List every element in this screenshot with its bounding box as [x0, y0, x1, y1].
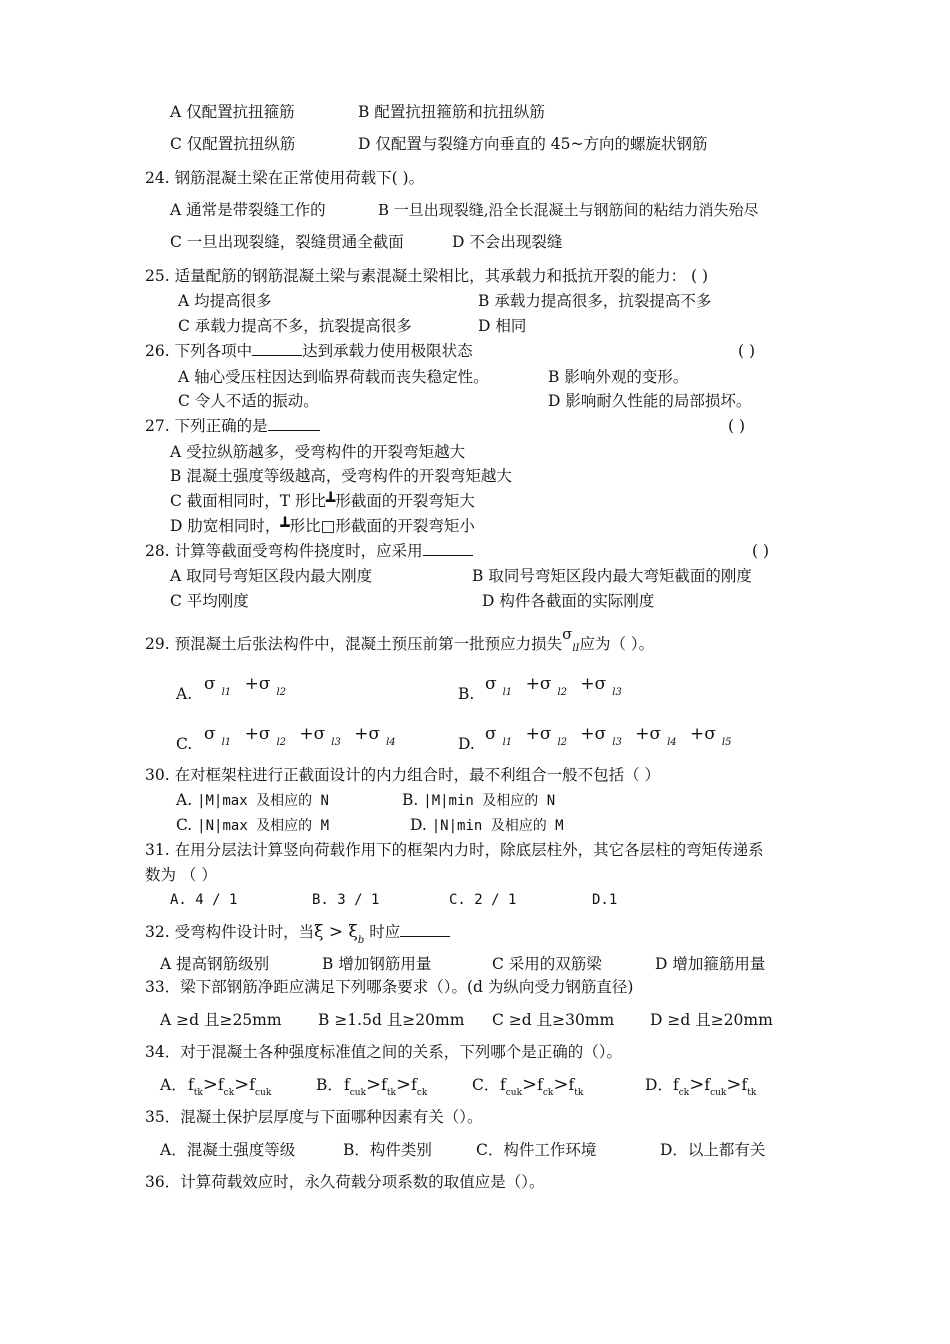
q26-option-c: C 令人不适的振动。 [178, 392, 319, 410]
strength-subscript: ck [678, 1088, 690, 1098]
q29-option-a-label: A. [176, 685, 193, 703]
sigma-subscript: l2 [557, 687, 567, 698]
q29-option-d-label: D. [458, 735, 475, 753]
strength-subscript: cuk [710, 1088, 727, 1098]
q25-option-b: B 承载力提高很多，抗裂提高不多 [478, 292, 712, 310]
q33-option-a: A ≥d 且≥25mm [160, 1011, 282, 1029]
sigma-subscript: l3 [612, 687, 622, 698]
q29-option-c-label: C. [176, 735, 193, 753]
q33-option-c: C ≥d 且≥30mm [492, 1011, 615, 1029]
q23-option-a: A 仅配置抗扭箍筋 [170, 103, 295, 121]
sigma-symbol: σ [594, 674, 607, 694]
strength-subscript: tk [574, 1088, 584, 1098]
strength-subscript: tk [747, 1088, 757, 1098]
answer-blank [252, 341, 302, 356]
q30-option-b-label: B. [402, 791, 419, 809]
plus-sign: + [629, 724, 650, 744]
plus-sign: + [294, 724, 314, 744]
q32-option-b: B 增加钢筋用量 [322, 955, 432, 973]
sigma-symbol: σ [258, 724, 271, 744]
q27-option-c: C 截面相同时，T 形比┻形截面的开裂弯矩大 [170, 492, 475, 510]
q35-option-b: B．构件类别 [343, 1141, 432, 1159]
sigma-subscript: l3 [331, 737, 341, 748]
q26-stem-part1: 26. 下列各项中 [145, 342, 253, 360]
sigma-symbol: σ [594, 724, 607, 744]
sigma-subscript: l1 [502, 687, 513, 698]
greater-than-sign: > [689, 1074, 705, 1095]
q30-option-d-text: |N|min 及相应的 M [431, 818, 564, 834]
strength-symbol: f [188, 1076, 194, 1094]
q28-option-a: A 取同号弯矩区段内最大刚度 [170, 567, 373, 585]
q30-option-b [402, 790, 555, 811]
q27-option-d: D 肋宽相同时，┻形比□形截面的开裂弯矩小 [170, 517, 475, 535]
strength-symbol: f [741, 1076, 748, 1094]
q29-option-c-expr [204, 724, 404, 747]
q26-option-b: B 影响外观的变形。 [548, 368, 689, 386]
q29-stem-part2: 应为（ ）。 [579, 635, 655, 653]
sigma-subscript: l2 [276, 687, 286, 698]
strength-subscript: cuk [349, 1088, 367, 1098]
q34-option-c-label: C． [472, 1076, 500, 1094]
q30-option-b-text: |M|min 及相应的 N [423, 793, 556, 809]
q33-option-b: B ≥1.5d 且≥20mm [318, 1011, 465, 1029]
q32-option-a: A 提高钢筋级别 [160, 955, 270, 973]
q35-option-c: C．构件工作环境 [476, 1141, 597, 1159]
sigma-symbol: σ [485, 674, 497, 694]
q29-stem-part1: 29. 预混凝土后张法构件中，混凝土预压前第一批预应力损失 [145, 635, 563, 653]
xi-subscript: b [357, 935, 365, 946]
q31-option-d: D.1 [592, 892, 618, 908]
q24-option-d: D 不会出现裂缝 [452, 233, 563, 251]
q30-option-c-label: C. [176, 816, 193, 834]
sigma-subscript: l2 [276, 737, 286, 748]
q30-option-c-text: |N|max 及相应的 M [197, 818, 330, 834]
q34-stem: 34．对于混凝土各种强度标准值之间的关系，下列哪个是正确的（）。 [145, 1043, 622, 1061]
strength-subscript: cuk [505, 1088, 523, 1098]
sigma-symbol: σ [485, 724, 497, 744]
q29-stem [145, 625, 655, 657]
q31-option-a: A. 4 / 1 [170, 892, 238, 908]
q26-stem [145, 341, 473, 361]
strength-symbol: f [217, 1076, 224, 1094]
q26-option-a: A 轴心受压柱因达到临界荷载而丧失稳定性。 [178, 368, 489, 386]
q23-option-c: C 仅配置抗扭纵筋 [170, 135, 296, 153]
q27-option-b: B 混凝土强度等级越高，受弯构件的开裂弯矩越大 [170, 467, 512, 485]
q32-stem-part1: 32. 受弯构件设计时，当 [145, 923, 315, 941]
strength-subscript: cuk [255, 1088, 272, 1098]
strength-subscript: tk [386, 1088, 396, 1098]
q26-stem-part2: 达到承载力使用极限状态 [302, 342, 473, 360]
greater-than-sign: > [202, 1074, 218, 1095]
q30-option-c [176, 815, 329, 836]
q26-answer-paren: ( ) [738, 342, 756, 360]
sigma-subscript: l1 [502, 737, 513, 748]
q24-stem: 24. 钢筋混凝土梁在正常使用荷载下( )。 [145, 169, 425, 187]
q32-option-c: C 采用的双筋梁 [492, 955, 602, 973]
sigma-subscript: l5 [721, 737, 732, 748]
strength-symbol: f [673, 1076, 679, 1094]
sigma-symbol: σ [313, 724, 326, 744]
sigma-subscript: l1 [221, 687, 232, 698]
strength-subscript: ck [542, 1088, 554, 1098]
plus-sign: + [520, 674, 540, 694]
q31-stem-line2: 数为 （ ） [145, 866, 217, 884]
q27-stem-text: 27. 下列正确的是 [145, 417, 268, 435]
q30-stem: 30. 在对框架柱进行正截面设计的内力组合时，最不利组合一般不包括（ ） [145, 766, 661, 784]
strength-subscript: ck [416, 1088, 428, 1098]
q30-option-d-label: D. [410, 816, 427, 834]
strength-subscript: tk [193, 1088, 203, 1098]
q34-option-d-label: D． [645, 1076, 673, 1094]
q26-option-d: D 影响耐久性能的局部损坏。 [548, 392, 752, 410]
q31-stem-line1: 31. 在用分层法计算竖向荷载作用下的框架内力时，除底层柱外，其它各层柱的弯矩传递系 [145, 841, 764, 859]
q32-stem-part2: 时应 [364, 923, 401, 941]
sigma-symbol: σ [368, 724, 381, 744]
sigma-subscript: l4 [386, 737, 396, 748]
q28-option-b: B 取同号弯矩区段内最大弯矩截面的刚度 [472, 567, 752, 585]
q25-option-a: A 均提高很多 [178, 292, 272, 310]
q28-stem-text: 28. 计算等截面受弯构件挠度时，应采用 [145, 542, 423, 560]
strength-symbol: f [381, 1076, 387, 1094]
sigma-symbol: σ [649, 724, 662, 744]
q30-option-a-label: A. [176, 791, 193, 809]
strength-symbol: f [411, 1076, 417, 1094]
q30-option-d [410, 815, 564, 836]
q27-stem [145, 416, 320, 436]
sigma-subscript: lI [572, 643, 580, 654]
sigma-subscript: l1 [221, 737, 232, 748]
q27-option-a: A 受拉纵筋越多，受弯构件的开裂弯矩越大 [170, 443, 466, 461]
plus-sign: + [348, 724, 369, 744]
strength-symbol: f [249, 1076, 256, 1094]
q30-option-a [176, 790, 329, 811]
q35-option-d: D．以上都有关 [660, 1141, 766, 1159]
sigma-symbol: σ [704, 724, 716, 744]
q32-option-d: D 增加箍筋用量 [655, 955, 766, 973]
q25-stem: 25. 适量配筋的钢筋混凝土梁与素混凝土梁相比，其承载力和抵抗开裂的能力： ( ) [145, 267, 709, 285]
q28-answer-paren: ( ) [752, 542, 770, 560]
q23-option-d: D 仅配置与裂缝方向垂直的 45~方向的螺旋状钢筋 [358, 135, 708, 153]
q23-option-b: B 配置抗扭箍筋和抗扭纵筋 [358, 103, 545, 121]
q34-option-d-expr [673, 1075, 756, 1098]
plus-sign: + [684, 724, 705, 744]
greater-than-sign: > [553, 1074, 569, 1095]
answer-blank [423, 541, 473, 556]
plus-sign: + [239, 674, 259, 694]
greater-than-sign: > [522, 1074, 538, 1095]
q36-stem: 36．计算荷载效应时，永久荷载分项系数的取值应是（）。 [145, 1173, 545, 1191]
strength-symbol: f [704, 1076, 711, 1094]
q33-stem: 33．梁下部钢筋净距应满足下列哪条要求（）。(d 为纵向受力钢筋直径) [145, 978, 634, 996]
sigma-symbol: σ [204, 724, 216, 744]
q34-option-a-label: A． [160, 1076, 187, 1094]
sigma-subscript: l4 [667, 737, 677, 748]
q28-stem [145, 541, 473, 561]
greater-than-sign: > [726, 1074, 742, 1095]
q24-option-b: B 一旦出现裂缝,沿全长混凝土与钢筋间的粘结力消失殆尽 [378, 201, 759, 219]
sigma-symbol: σ [204, 674, 216, 694]
plus-sign: + [520, 724, 540, 744]
q31-option-c: C. 2 / 1 [449, 892, 517, 908]
answer-blank [268, 416, 320, 431]
q28-option-c: C 平均刚度 [170, 592, 249, 610]
q34-option-c-expr [500, 1075, 583, 1098]
greater-than-sign: > [366, 1074, 382, 1095]
sigma-symbol: σ [258, 674, 271, 694]
sigma-subscript: l3 [612, 737, 622, 748]
sigma-symbol: σ [562, 625, 573, 643]
q34-option-a-expr [188, 1075, 271, 1098]
q24-option-a: A 通常是带裂缝工作的 [170, 201, 326, 219]
q33-option-d: D ≥d 且≥20mm [650, 1011, 773, 1029]
q24-option-c: C 一旦出现裂缝，裂缝贯通全截面 [170, 233, 404, 251]
strength-symbol: f [344, 1076, 350, 1094]
xi-comparison: ξ > ξ [314, 922, 358, 942]
strength-subscript: ck [223, 1088, 235, 1098]
answer-blank [400, 922, 450, 937]
q31-option-b: B. 3 / 1 [312, 892, 380, 908]
q29-option-b-expr [485, 674, 630, 697]
greater-than-sign: > [395, 1074, 412, 1095]
q29-option-d-expr [485, 724, 739, 747]
q32-stem [145, 922, 450, 945]
q34-option-b-label: B． [316, 1076, 343, 1094]
q30-option-a-text: |M|max 及相应的 N [197, 793, 329, 809]
q34-option-b-expr [344, 1075, 427, 1098]
sigma-subscript: l2 [557, 737, 567, 748]
q35-option-a: A．混凝土强度等级 [160, 1141, 296, 1159]
strength-symbol: f [568, 1076, 575, 1094]
q28-option-d: D 构件各截面的实际刚度 [482, 592, 655, 610]
plus-sign: + [239, 724, 259, 744]
q29-option-b-label: B. [458, 685, 475, 703]
q35-stem: 35．混凝土保护层厚度与下面哪种因素有关（）。 [145, 1108, 483, 1126]
strength-symbol: f [537, 1076, 543, 1094]
sigma-symbol: σ [539, 674, 552, 694]
q29-option-a-expr [204, 674, 294, 697]
sigma-symbol: σ [539, 724, 552, 744]
q25-option-c: C 承载力提高不多，抗裂提高很多 [178, 317, 412, 335]
greater-than-sign: > [234, 1074, 250, 1095]
plus-sign: + [575, 674, 595, 694]
strength-symbol: f [500, 1076, 506, 1094]
q25-option-d: D 相同 [478, 317, 527, 335]
plus-sign: + [575, 724, 595, 744]
q27-answer-paren: ( ) [728, 417, 746, 435]
